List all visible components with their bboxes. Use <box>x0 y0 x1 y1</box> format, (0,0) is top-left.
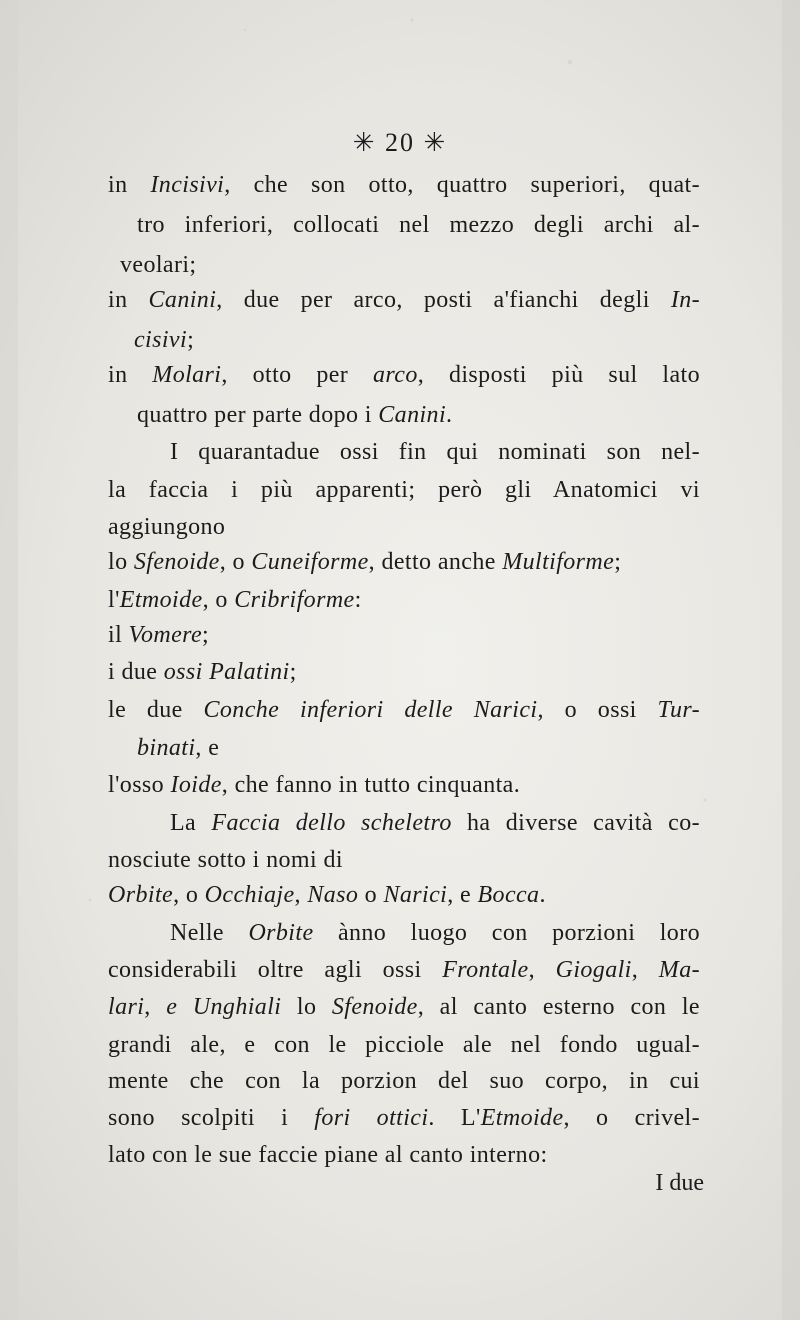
italic-term: Sfenoide <box>133 549 220 575</box>
text-run: . L' <box>428 1105 481 1131</box>
text-line <box>108 1066 700 1096</box>
italic-term: Naso <box>307 882 359 908</box>
italic-term: Molari <box>152 362 222 388</box>
italic-term: Frontale <box>442 957 529 983</box>
text-run: in <box>108 172 151 198</box>
text-run: , <box>528 957 556 983</box>
text-line <box>170 808 700 838</box>
text-run: , o ossi <box>537 697 658 723</box>
text-run: grandi ale, e con le picciole ale nel fondo ugual- <box>108 1032 700 1058</box>
text-run: , e <box>447 882 478 908</box>
text-line <box>108 285 700 315</box>
text-run: sono scolpiti i <box>108 1105 315 1131</box>
text-run: , otto per <box>221 362 374 388</box>
text-run: , disposti più sul lato <box>417 362 700 388</box>
text-run: le due <box>108 697 204 723</box>
text-line <box>170 437 700 467</box>
asterisk-ornament-right-icon: ✳ <box>423 128 448 157</box>
text-run: . <box>539 882 546 908</box>
text-run: ànno luogo con porzioni loro <box>313 920 700 946</box>
text-run: il <box>108 622 129 648</box>
text-run: l'osso <box>108 772 171 798</box>
asterisk-ornament-left-icon: ✳ <box>352 128 377 157</box>
italic-term: fori ottici <box>314 1105 429 1131</box>
italic-term: lari <box>108 994 145 1020</box>
text-line <box>108 1140 548 1170</box>
text-line <box>134 325 194 355</box>
italic-term: Canini <box>148 287 217 313</box>
italic-term: Tur- <box>657 697 700 723</box>
text-run: , o <box>219 549 252 575</box>
text-run: . <box>446 402 453 428</box>
italic-term: binati <box>137 735 196 761</box>
italic-term: Ma- <box>658 957 700 983</box>
text-run: , che fanno in tutto cinquanta. <box>221 772 521 798</box>
italic-term: Cuneiforme <box>251 549 369 575</box>
text-run: i due <box>108 659 164 685</box>
italic-term: Giogali <box>555 957 632 983</box>
text-line <box>108 845 343 875</box>
italic-term: arco <box>373 362 418 388</box>
page-number: 20 <box>385 128 415 157</box>
text-run: , <box>631 957 659 983</box>
text-run: lato con le sue faccie piane al canto interno: <box>108 1142 548 1168</box>
text-line <box>137 210 700 240</box>
text-line <box>137 400 452 430</box>
text-run: Nelle <box>170 920 249 946</box>
text-run: , o crivel- <box>563 1105 701 1131</box>
text-run: , due per arco, posti a'fianchi degli <box>216 287 671 313</box>
text-line <box>108 360 700 390</box>
text-line <box>108 547 621 577</box>
text-run: ; <box>614 549 622 575</box>
italic-term: Orbite <box>108 882 174 908</box>
text-run: lo <box>108 549 134 575</box>
text-run: , <box>294 882 308 908</box>
italic-term: Incisivi <box>150 172 225 198</box>
italic-term: Ioide <box>170 772 222 798</box>
text-run: I quarantadue ossi fin qui nominati son nel- <box>170 439 700 465</box>
text-line <box>108 992 700 1022</box>
italic-term: e Unghiali <box>166 994 282 1020</box>
italic-term: Canini <box>378 402 447 428</box>
italic-term: Etmoide <box>480 1105 564 1131</box>
italic-term: Bocca <box>477 882 540 908</box>
text-line <box>108 955 700 985</box>
text-run: considerabili oltre agli ossi <box>108 957 443 983</box>
text-run: o <box>358 882 384 908</box>
text-run: , al canto esterno con le <box>417 994 700 1020</box>
italic-term: cisivi <box>134 327 188 353</box>
text-run: veolari; <box>120 252 197 278</box>
text-run: aggiungono <box>108 514 226 540</box>
text-run: tro inferiori, collocati nel mezzo degli archi al- <box>137 212 700 238</box>
text-run: La <box>170 810 212 836</box>
italic-term: Orbite <box>248 920 314 946</box>
italic-term: Conche inferiori delle Narici <box>203 697 538 723</box>
italic-term: Cribriforme <box>234 587 355 613</box>
page-header <box>0 128 800 158</box>
text-run: , detto anche <box>368 549 503 575</box>
italic-term: ossi Palatini <box>163 659 290 685</box>
text-line <box>108 1030 700 1060</box>
text-line <box>108 1103 700 1133</box>
italic-term: Etmoide <box>119 587 203 613</box>
text-line <box>108 585 362 615</box>
text-run: in <box>108 362 153 388</box>
text-run: mente che con la porzion del suo corpo, in cui <box>108 1068 700 1094</box>
catchword: I due <box>655 1170 704 1196</box>
text-line <box>108 475 700 505</box>
text-line <box>120 250 197 280</box>
text-run: ; <box>202 622 210 648</box>
text-line <box>108 657 297 687</box>
text-line <box>108 620 209 650</box>
italic-term: Narici <box>383 882 448 908</box>
italic-term: In- <box>670 287 700 313</box>
text-line <box>170 918 700 948</box>
text-line <box>108 695 700 725</box>
text-run: l' <box>108 587 120 613</box>
text-run: in <box>108 287 149 313</box>
text-run: lo <box>281 994 332 1020</box>
text-line <box>108 512 225 542</box>
text-line <box>108 770 520 800</box>
text-line <box>108 880 546 910</box>
text-run: ; <box>289 659 297 685</box>
text-run: ha diverse cavità co- <box>451 810 700 836</box>
text-run: , <box>144 994 167 1020</box>
italic-term: Vomere <box>128 622 203 648</box>
text-run: , o <box>202 587 235 613</box>
italic-term: Multiforme <box>502 549 615 575</box>
text-run: , che son otto, quattro superiori, quat- <box>224 172 700 198</box>
text-run: ; <box>187 327 195 353</box>
text-run: quattro per parte dopo i <box>137 402 379 428</box>
text-run: , e <box>195 735 220 761</box>
text-run: la faccia i più apparenti; però gli Anatomici vi <box>108 477 700 503</box>
text-run: , o <box>173 882 205 908</box>
text-line <box>137 733 219 763</box>
italic-term: Sfenoide <box>331 994 418 1020</box>
italic-term: Faccia dello scheletro <box>211 810 452 836</box>
text-run: : <box>354 587 362 613</box>
italic-term: Occhiaje <box>204 882 295 908</box>
text-line <box>108 170 700 200</box>
text-run: nosciute sotto i nomi di <box>108 847 343 873</box>
